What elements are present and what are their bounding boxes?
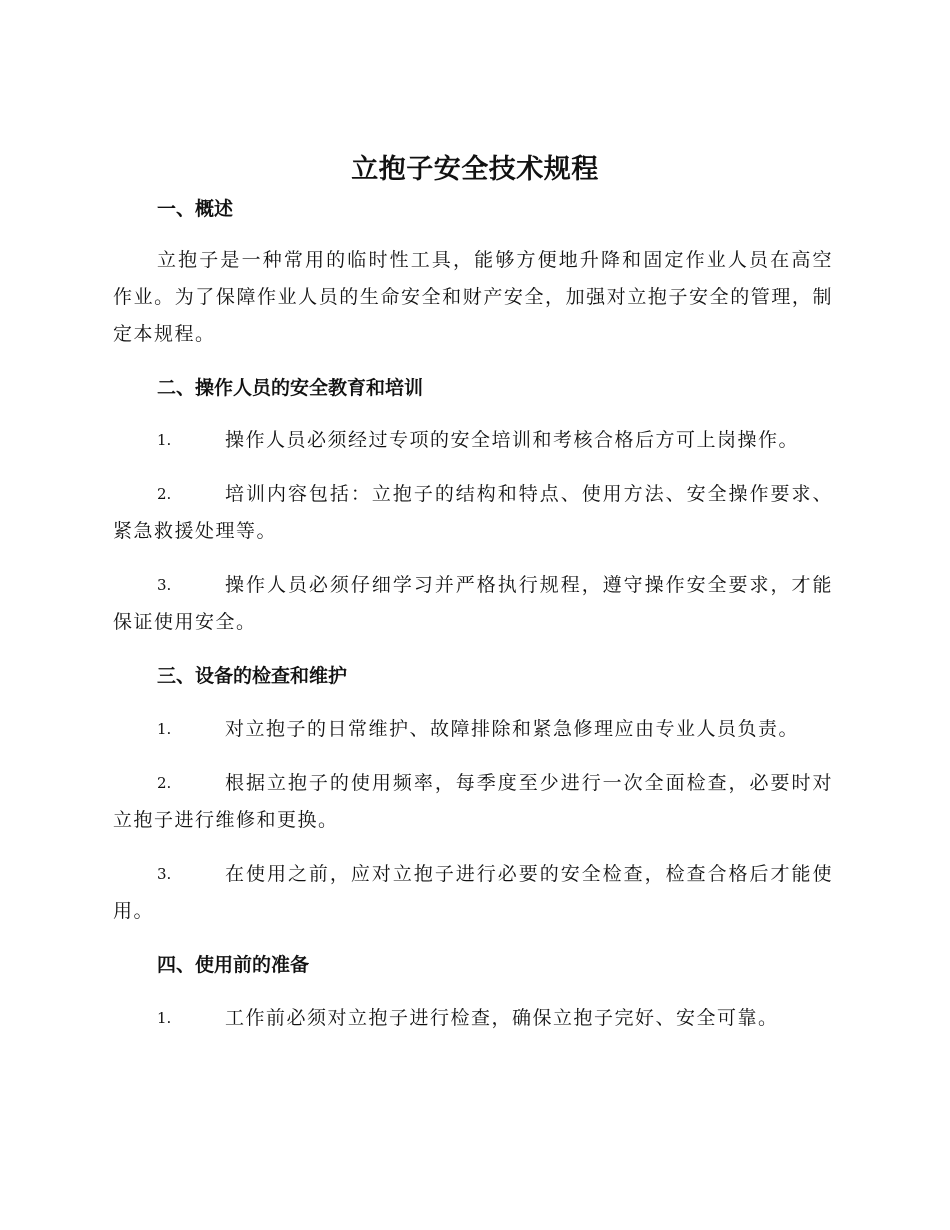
list-item-number: 1. <box>157 431 172 449</box>
list-item <box>113 422 833 459</box>
list-item-number: 2. <box>157 485 172 503</box>
list-item-number: 3. <box>157 576 172 594</box>
overview-paragraph: 立抱子是一种常用的临时性工具，能够方便地升降和固定作业人员在高空作业。为了保障作业人员的生命安全和财产安全，加强对立抱子安全的管理，制定本规程。 <box>113 249 833 345</box>
section-heading-preparation: 四、使用前的准备 <box>157 954 310 976</box>
section-heading-inspection: 三、设备的检查和维护 <box>157 665 348 687</box>
list-item <box>113 476 833 550</box>
list-item-number: 1. <box>157 720 172 738</box>
section-heading-training: 二、操作人员的安全教育和培训 <box>157 377 424 399</box>
list-item <box>113 1000 833 1037</box>
list-item-text: 在使用之前，应对立抱子进行必要的安全检查，检查合格后才能使用。 <box>113 863 833 922</box>
list-item <box>113 856 833 930</box>
list-item-text: 对立抱子的日常维护、故障排除和紧急修理应由专业人员负责。 <box>225 718 800 740</box>
list-item-number: 2. <box>157 774 172 792</box>
section-heading-overview: 一、概述 <box>157 198 234 220</box>
list-item-text: 根据立抱子的使用频率，每季度至少进行一次全面检查，必要时对立抱子进行维修和更换。 <box>113 772 833 831</box>
document-title: 立抱子安全技术规程 <box>351 154 599 185</box>
list-item-text: 操作人员必须经过专项的安全培训和考核合格后方可上岗操作。 <box>225 429 800 451</box>
list-item-text: 培训内容包括：立抱子的结构和特点、使用方法、安全操作要求、紧急救援处理等。 <box>113 483 833 542</box>
list-item-text: 操作人员必须仔细学习并严格执行规程，遵守操作安全要求，才能保证使用安全。 <box>113 574 833 633</box>
list-item <box>113 567 833 641</box>
list-item <box>113 765 833 839</box>
list-item-text: 工作前必须对立抱子进行检查，确保立抱子完好、安全可靠。 <box>225 1007 779 1029</box>
list-item-number: 1. <box>157 1009 172 1027</box>
list-item <box>113 711 833 748</box>
list-item-number: 3. <box>157 865 172 883</box>
